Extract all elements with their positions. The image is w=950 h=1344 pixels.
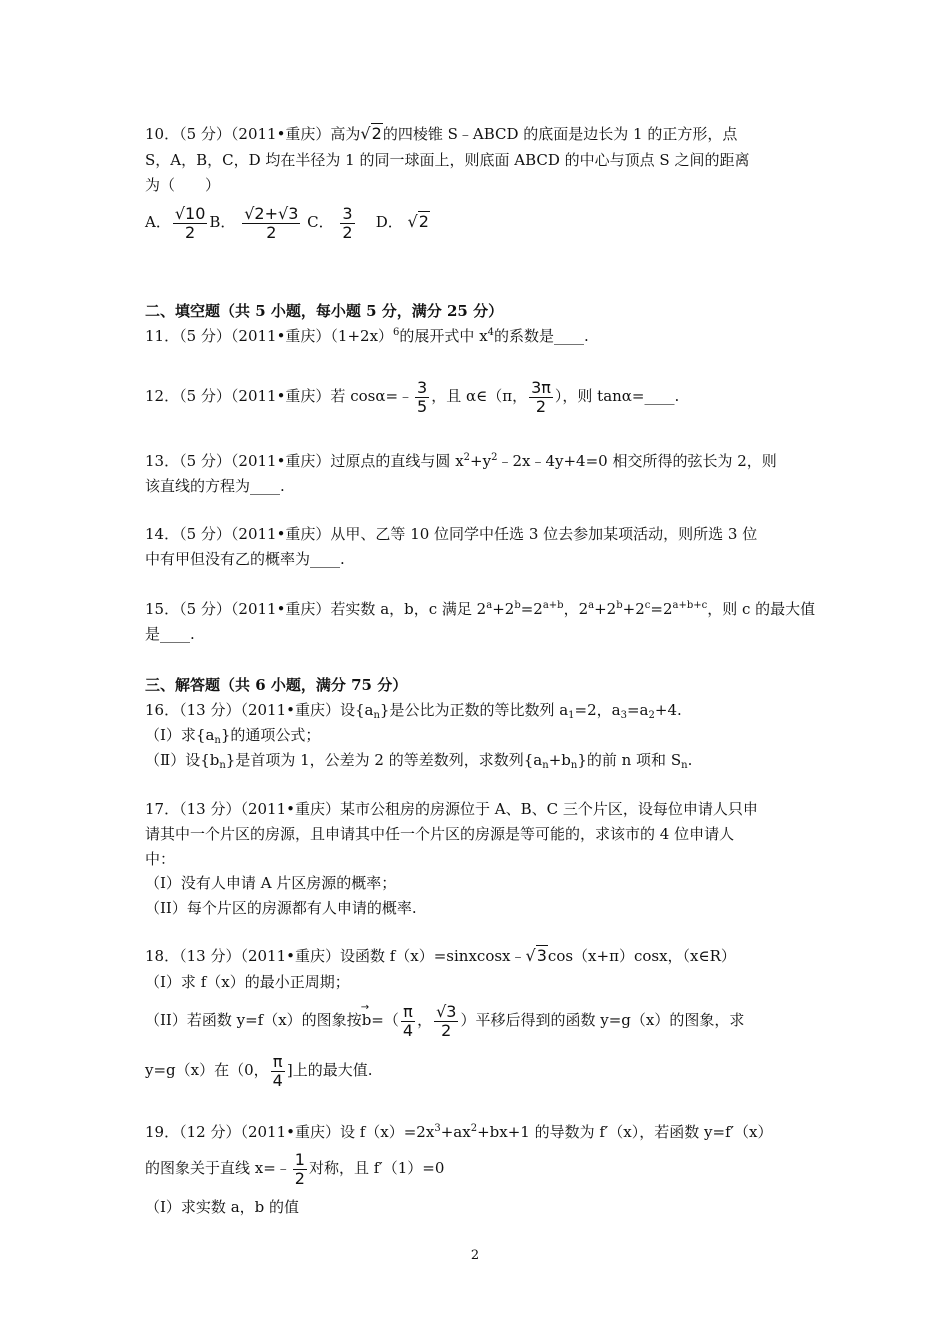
q19-line-2: 的图象关于直线 x=﹣ $\frac{1}{2}$ 对称，且 f′（1）=0 xyxy=(145,1149,445,1188)
q19-part-1: （Ⅰ）求实数 a，b 的值 xyxy=(145,1198,300,1216)
option-b-label: B． xyxy=(209,213,236,231)
section-3-title: 三、解答题（共 6 小题，满分 75 分） xyxy=(145,676,408,694)
q17-part-2: （II）每个片区的房源都有人申请的概率. xyxy=(145,899,417,917)
q15-line-2: 是____. xyxy=(145,625,195,643)
q10-radical: √2 xyxy=(360,124,382,143)
q14-line-2: 中有甲但没有乙的概率为____. xyxy=(145,550,345,568)
q17-part-1: （I）没有人申请 A 片区房源的概率； xyxy=(145,874,397,892)
q18-fraction-2: $\frac{√3}{2}$ xyxy=(436,1001,457,1040)
q17-line-2: 请其中一个片区的房源，且申请其中任一个片区的房源是等可能的，求该市的 4 位申请人 xyxy=(145,825,735,843)
q18-radical: √3 xyxy=(525,946,547,965)
q10-line-1 xyxy=(145,124,737,144)
q10-options xyxy=(145,200,430,244)
q13-line-2: 该直线的方程为____. xyxy=(145,477,285,495)
q18-line-1: 18．（13 分）（2011•重庆）设函数 f（x）=sinxcosx﹣√3cos（x+π）cosx，（x∈R） xyxy=(145,946,736,965)
q19-fraction: $\frac{1}{2}$ xyxy=(294,1149,305,1188)
q12: 12．（5 分）（2011•重庆）若 cosα=﹣ $\frac{3}{5}$ ，且 α∈（π， $\frac{3\pi}{2}$ ），则 tanα=____. xyxy=(145,377,680,416)
q11: 11．（5 分）（2011•重庆）$(1+2x)^6$的展开式中 $x^4$的系数是____. xyxy=(145,327,589,345)
q16-line-1: 16．（13 分）（2011•重庆）设$\{a_n\}$是公比为正数的等比数列 $a_1=2$，$a_3=a_2+4$. xyxy=(145,701,682,721)
option-c-label: C． xyxy=(307,213,334,231)
q18-part-3: y=g（x）在（0， $\frac{\pi}{4}$ ]上的最大值. xyxy=(145,1051,373,1090)
option-d-radical: √2 xyxy=(407,212,429,231)
q19-line-1: 19．（12 分）（2011•重庆）设 $f(x)=2x^3+ax^2+bx+1$ 的导数为 f′（x），若函数 y=f′（x） xyxy=(145,1123,773,1141)
section-2-title: 二、填空题（共 5 小题，每小题 5 分，满分 25 分） xyxy=(145,302,504,320)
option-d-label: D． xyxy=(375,213,403,231)
q17-line-3: 中： xyxy=(145,850,176,868)
q10-line-2: S，A，B，C，D 均在半径为 1 的同一球面上，则底面 ABCD 的中心与顶点 S 之间的距离 xyxy=(145,151,750,169)
q17-line-1: 17．（13 分）（2011•重庆）某市公租房的房源位于 A、B、C 三个片区，设每位申请人只申 xyxy=(145,800,758,818)
q12-fraction-2: $\frac{3\pi}{2}$ xyxy=(531,377,551,416)
q14-line-1: 14．（5 分）（2011•重庆）从甲、乙等 10 位同学中任选 3 位去参加某项活动，则所选 3 位 xyxy=(145,525,758,543)
q16-part-2: （Ⅱ）设$\{b_n\}$是首项为 1，公差为 2 的等差数列，求数列$\{a_n+b_n\}$的前 n 项和 $S_n$. xyxy=(145,751,693,771)
page-number: 2 xyxy=(470,1248,480,1263)
q18-fraction-1: $\frac{\pi}{4}$ xyxy=(402,1001,414,1040)
option-b-fraction: $\frac{√2+√3}{2}$ xyxy=(244,203,299,242)
option-c-fraction: $\frac{3}{2}$ xyxy=(342,203,353,242)
q13-line-1: 13．（5 分）（2011•重庆）过原点的直线与圆 $x^2+y^2﹣2x﹣4y+4=0$ 相交所得的弦长为 2，则 xyxy=(145,452,777,470)
q12-fraction-1: $\frac{3}{5}$ xyxy=(417,377,428,416)
q18-fraction-3: $\frac{\pi}{4}$ xyxy=(272,1051,283,1090)
option-a-fraction: $\frac{√10}{2}$ xyxy=(174,203,206,242)
q18-part-1: （I）求 f（x）的最小正周期； xyxy=(145,973,350,991)
q10-text: 10．（5 分）（2011•重庆）高为 xyxy=(145,125,361,143)
q15-line-1: 15．（5 分）（2011•重庆）若实数 a，b，c 满足 $2^a+2^b=2^{a+b}$，$2^a+2^b+2^c=2^{a+b+c}$，则 c 的最大值 xyxy=(145,600,816,618)
q10-line-3: 为（ ） xyxy=(145,176,221,194)
q10-text-cont: 的四棱锥 S﹣ABCD 的底面是边长为 1 的正方形，点 xyxy=(382,125,738,143)
option-a-label: A． xyxy=(145,213,171,231)
vector-b: → b xyxy=(362,998,372,1042)
q18-part-2: （II）若函数 y=f（x）的图象按→ b=（ $\frac{\pi}{4}$ ， $\frac{√3}{2}$ ）平移后得到的函数 y=g（x）的图象，求 xyxy=(145,998,744,1042)
q16-part-1: （Ⅰ）求$\{a_n\}$的通项公式； xyxy=(145,726,321,746)
